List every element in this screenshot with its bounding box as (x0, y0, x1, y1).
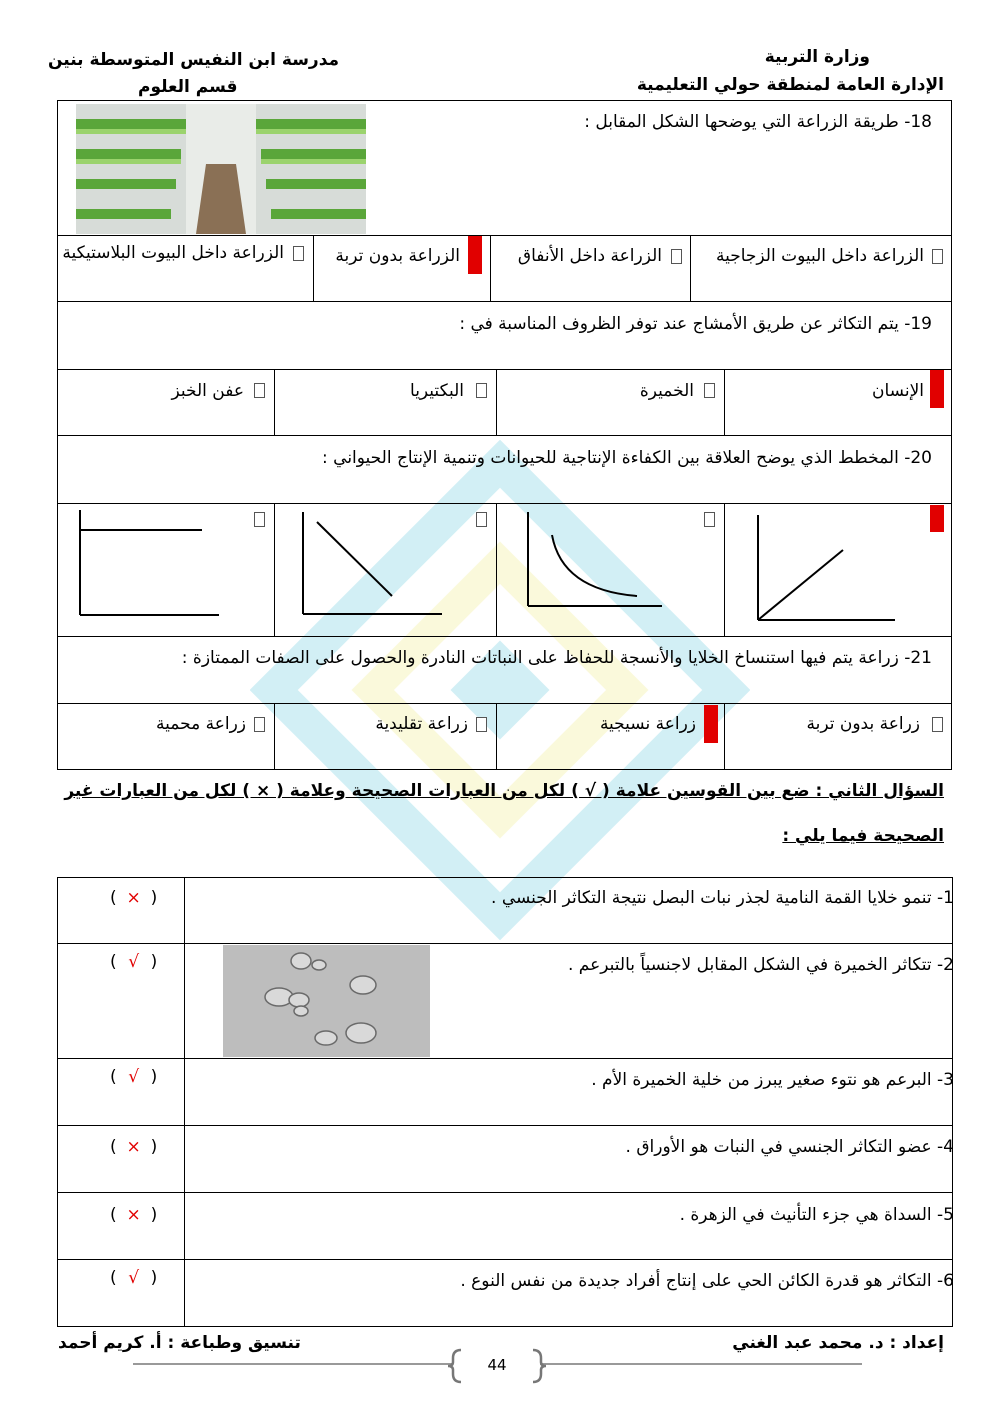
yeast-micrograph (223, 945, 430, 1057)
q18-selected-marker (468, 236, 482, 274)
q18-option-4-checkbox[interactable] (293, 246, 304, 261)
page-number: 44 (487, 1356, 507, 1374)
answer-3-mark: √ (128, 1067, 140, 1087)
q18-option-1[interactable]: الزراعة داخل البيوت الزجاجية (715, 246, 924, 266)
q21-option-4-checkbox[interactable] (254, 717, 265, 732)
answer-5-mark: × (126, 1205, 141, 1225)
directorate-title: الإدارة العامة لمنطقة حولي التعليمية (636, 75, 944, 95)
greenhouse-photo (76, 104, 366, 234)
q18-text: 18- طريقة الزراعة التي يوضحها الشكل المقابل : (584, 112, 932, 132)
answer-3[interactable]: ( √ ) (110, 1067, 158, 1087)
answer-4[interactable]: ( × ) (110, 1137, 158, 1157)
q19-option-2[interactable]: الخميرة (639, 381, 694, 401)
q19-option-1[interactable]: الإنسان (872, 381, 924, 401)
q18-option-3[interactable]: الزراعة بدون تربة (335, 246, 460, 266)
q20-graph-constant[interactable] (74, 508, 224, 618)
q21-option-2[interactable]: زراعة نسيجية (599, 714, 696, 734)
answer-2[interactable]: ( √ ) (110, 952, 158, 972)
q18-option-2-checkbox[interactable] (671, 249, 682, 264)
statement-3: 3- البرعم هو نتوء صغير يبرز من خلية الخميرة الأم . (591, 1070, 954, 1090)
q19-option-2-checkbox[interactable] (704, 383, 715, 398)
answer-5[interactable]: ( × ) (110, 1205, 158, 1225)
q21-text: 21- زراعة يتم فيها استنساخ الخلايا والأنسجة للحفاظ على النباتات النادرة والحصول على الصفات الممتازة : (181, 648, 932, 668)
q19-option-4-checkbox[interactable] (254, 383, 265, 398)
q19-selected-marker (930, 370, 944, 408)
school-name: مدرسة ابن النفيس المتوسطة بنين (48, 50, 340, 70)
prepared-by: إعداد : د. محمد عبد الغني (732, 1333, 944, 1353)
answer-1-mark: × (126, 888, 141, 908)
q20-selected-marker (930, 505, 944, 532)
section2-title: السؤال الثاني : ضع بين القوسين علامة ( √ ) لكل من العبارات الصحيحة وعلامة ( × ) لكل من العبارات غير (64, 781, 944, 801)
answer-6[interactable]: ( √ ) (110, 1268, 158, 1288)
department-name: قسم العلوم (138, 77, 238, 97)
q20-option-2-checkbox[interactable] (704, 512, 715, 527)
statement-5: 5- السداة هي جزء التأنيث في الزهرة . (679, 1205, 954, 1225)
q21-option-1[interactable]: زراعة بدون تربة (806, 714, 920, 734)
answer-2-mark: √ (128, 952, 140, 972)
q21-option-3-checkbox[interactable] (476, 717, 487, 732)
q19-option-3[interactable]: البكتيريا (410, 381, 464, 401)
answer-6-mark: √ (128, 1268, 140, 1288)
statement-6: 6- التكاثر هو قدرة الكائن الحي على إنتاج أفراد جديدة من نفس النوع . (460, 1271, 954, 1291)
q20-graph-decreasing[interactable] (297, 510, 447, 620)
q21-option-3[interactable]: زراعة تقليدية (375, 714, 468, 734)
coordination-credit: تنسيق وطباعة : أ. كريم أحمد (58, 1333, 301, 1353)
statement-1: 1- تنمو خلايا القمة النامية لجذر نبات البصل نتيجة التكاثر الجنسي . (491, 888, 954, 908)
q20-graph-increasing[interactable] (750, 510, 900, 625)
q19-option-3-checkbox[interactable] (476, 383, 487, 398)
q19-text: 19- يتم التكاثر عن طريق الأمشاج عند توفر الظروف المناسبة في : (459, 314, 932, 334)
q18-option-4[interactable]: الزراعة داخل البيوت البلاستيكية (62, 243, 284, 263)
answer-1[interactable]: ( × ) (110, 888, 158, 908)
ministry-title: وزارة التربية (764, 47, 870, 67)
answer-4-mark: × (126, 1137, 141, 1157)
q21-selected-marker (704, 705, 718, 743)
section2-title-cont: الصحيحة فيما يلي : (782, 826, 944, 846)
q18-option-1-checkbox[interactable] (932, 249, 943, 264)
q20-text: 20- المخطط الذي يوضح العلاقة بين الكفاءة الإنتاجية للحيوانات وتنمية الإنتاج الحيواني : (322, 448, 932, 468)
q20-option-3-checkbox[interactable] (476, 512, 487, 527)
q21-option-1-checkbox[interactable] (932, 717, 943, 732)
q18-option-2[interactable]: الزراعة داخل الأنفاق (517, 246, 662, 266)
q21-option-4[interactable]: زراعة محمية (156, 714, 246, 734)
statement-2: 2- تتكاثر الخميرة في الشكل المقابل لاجنسياً بالتبرعم . (568, 955, 954, 975)
q20-option-4-checkbox[interactable] (254, 512, 265, 527)
statement-4: 4- عضو التكاثر الجنسي في النبات هو الأوراق . (625, 1137, 954, 1157)
q20-graph-curve[interactable] (522, 510, 672, 610)
q19-option-4[interactable]: عفن الخبز (171, 381, 244, 401)
